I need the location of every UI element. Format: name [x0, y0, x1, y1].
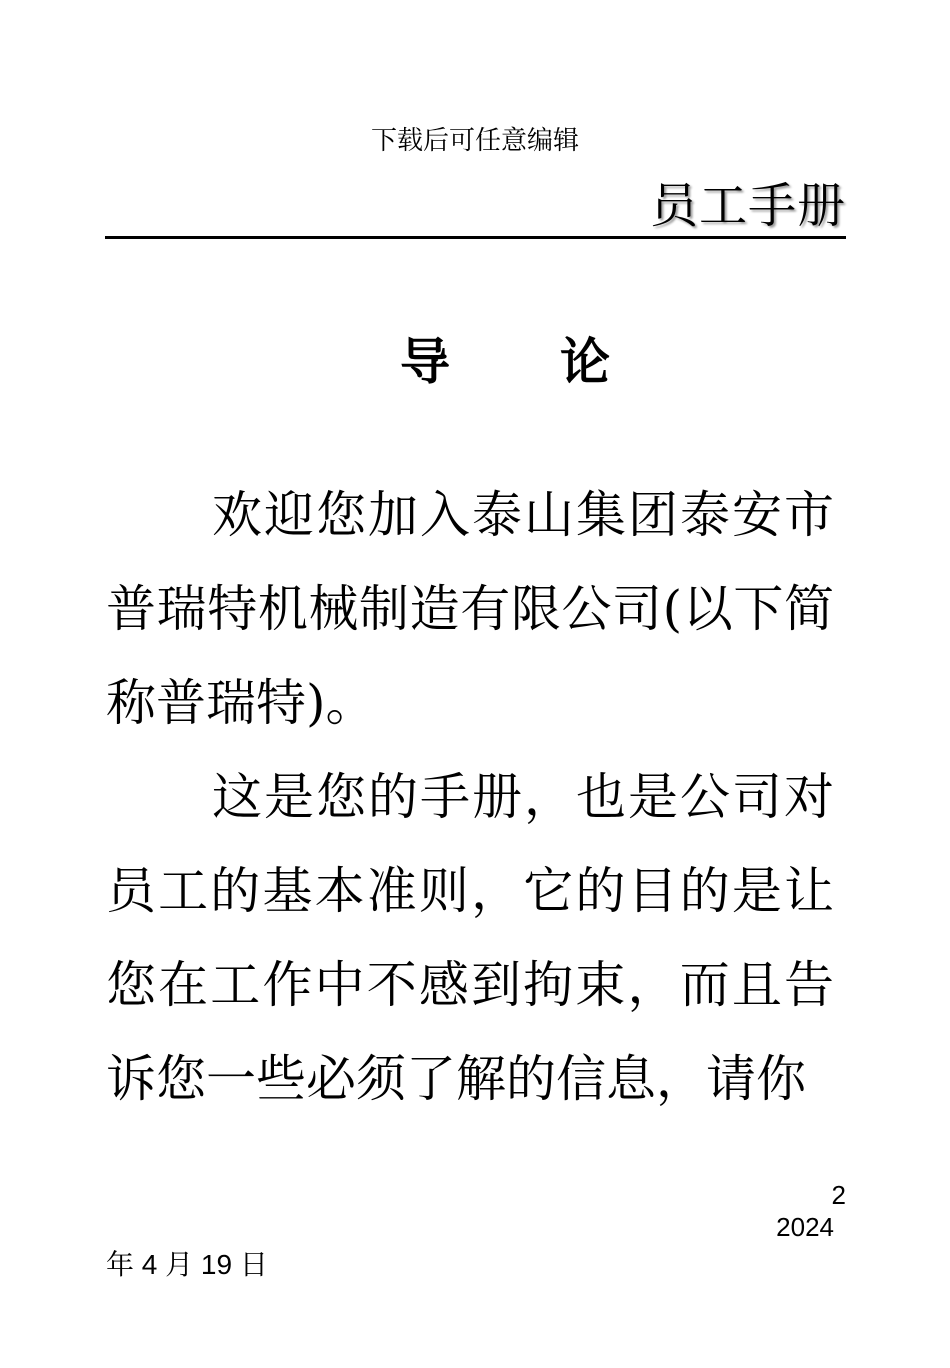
chapter-title: [0, 330, 950, 394]
chapter-title-left: 导: [400, 332, 450, 391]
paragraph-welcome: 欢迎您加入泰山集团泰安市普瑞特机械制造有限公司(以下简称普瑞特)。: [106, 486, 834, 732]
paragraph-handbook-purpose: 这是您的手册，也是公司对员工的基本准则，它的目的是让您在工作中不感到拘束，而且告诉您一些必须了解的信息，请你: [106, 768, 834, 1108]
header-divider: [105, 236, 846, 239]
footer-year: 2024: [776, 1212, 834, 1242]
body-text: [106, 468, 834, 1126]
page-number: 2: [831, 1180, 846, 1210]
footer-date: 年 4 月 19 日: [106, 1249, 268, 1280]
document-header-title: 员工手册: [649, 178, 846, 234]
chapter-title-right: 论: [560, 332, 610, 391]
header-note: 下载后可任意编辑: [370, 126, 579, 156]
